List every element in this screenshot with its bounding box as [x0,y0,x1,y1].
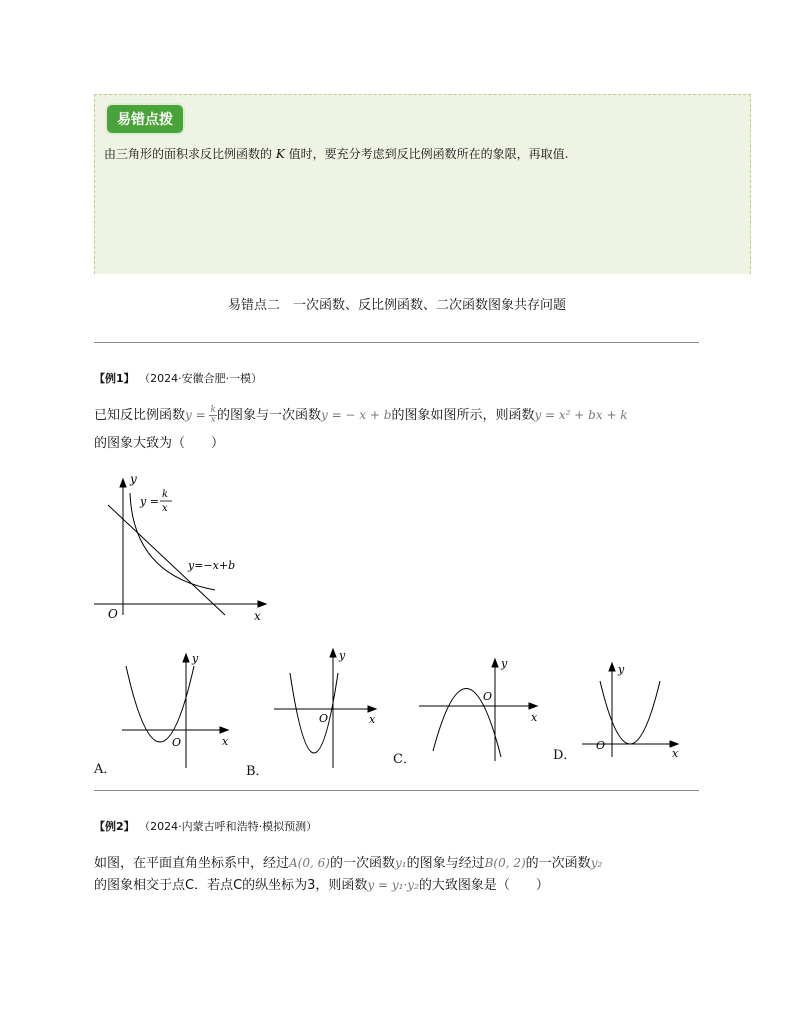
tip-k: K [275,147,285,161]
example2-y2: y₂ [590,856,603,870]
example2-q-part1: 如图，在平面直角坐标系中，经过 [94,856,290,871]
example2-question-line2 [94,874,549,893]
example2-y1: y₁ [394,856,407,870]
option-d-y: y [618,663,625,676]
example2-point-b: B(0, 2) [484,856,526,870]
graph-origin-label: O [108,607,118,621]
example2-q-part2: 的一次函数 [329,856,395,871]
example1-graph [90,465,280,630]
graph-x-label: x [254,609,261,623]
tip-text-part1: 由三角形的面积求反比例函数的 [104,147,276,161]
option-b-label[interactable]: B． [246,764,269,779]
example1-q-part2: 的图象与一次函数 [216,408,321,423]
option-a-graph [118,648,238,773]
example2-function: y = y₁·y₂ [367,878,419,892]
tip-box [94,94,751,274]
example1-f2: y = − x + b [320,408,392,422]
example2-q-part4: 的一次函数 [525,856,591,871]
option-a-y: y [192,652,199,665]
graph-curve-label-num: k [162,489,169,500]
example1-f1-den: x [210,415,216,425]
option-a-label[interactable]: A． [94,762,117,777]
graph-y-arrow [120,479,126,487]
graph-line-label: y=−x+b [188,559,236,572]
tip-badge: 易错点拨 [107,105,183,133]
graph-x-arrow [258,601,266,607]
example2-q-line2b: 的大致图象是（ ） [418,878,549,893]
example2-q-line2a: 的图象相交于点C．若点C的纵坐标为3，则函数 [94,878,368,893]
option-a-o: O [172,736,182,749]
option-c-label[interactable]: C． [393,752,416,767]
option-d-x: x [672,747,679,760]
example1-f1-num: k [210,405,216,415]
option-a-parabola [126,666,194,742]
option-b-parabola [290,673,338,753]
example1-question-line2: 的图象大致为（ ） [94,436,225,451]
option-b-graph [270,643,385,773]
example1-f1-lhs: y = [185,408,210,422]
section-title: 易错点二 一次函数、反比例函数、二次函数图象共存问题 [227,298,566,313]
example2-q-part3: 的图象与经过 [406,856,485,871]
option-c-y: y [501,657,508,670]
divider-1 [94,342,699,343]
example2-head [94,818,317,834]
graph-curve-label-den: x [162,503,168,514]
option-c-graph [415,653,545,765]
example1-q-part3: 的图象如图所示，则函数 [391,408,535,423]
example2-question-line1 [94,852,602,871]
option-d-label[interactable]: D． [553,748,577,763]
option-d-graph [578,657,688,762]
example1-q-part1: 已知反比例函数 [94,408,186,423]
example2-tag: 【例2】 [94,820,135,833]
option-c-o: O [483,690,493,703]
example1-head [94,370,262,386]
divider-2 [94,790,699,791]
option-b-y: y [339,649,346,662]
graph-curve-label-lhs: y = [140,495,159,508]
option-c-x: x [531,711,538,724]
tip-text-part2: 值时，要充分考虑到反比例函数所在的象限，再取值. [284,147,569,161]
option-d-o: O [596,739,606,752]
example1-f1-frac [209,406,216,425]
example2-source: （2024·内蒙古呼和浩特·模拟预测） [144,820,318,833]
graph-y-label: y [130,472,137,486]
example1-source: （2024·安徽合肥·一模） [144,372,263,385]
option-d-parabola [600,681,660,744]
tip-text [104,145,568,162]
example1-tag: 【例1】 [94,372,135,385]
option-b-x: x [369,713,376,726]
example1-f3: y = x² + bx + k [534,408,628,422]
option-b-o: O [319,712,329,725]
example2-point-a: A(0, 6) [289,856,330,870]
option-a-x: x [222,735,229,748]
example1-question-line1 [94,404,628,425]
